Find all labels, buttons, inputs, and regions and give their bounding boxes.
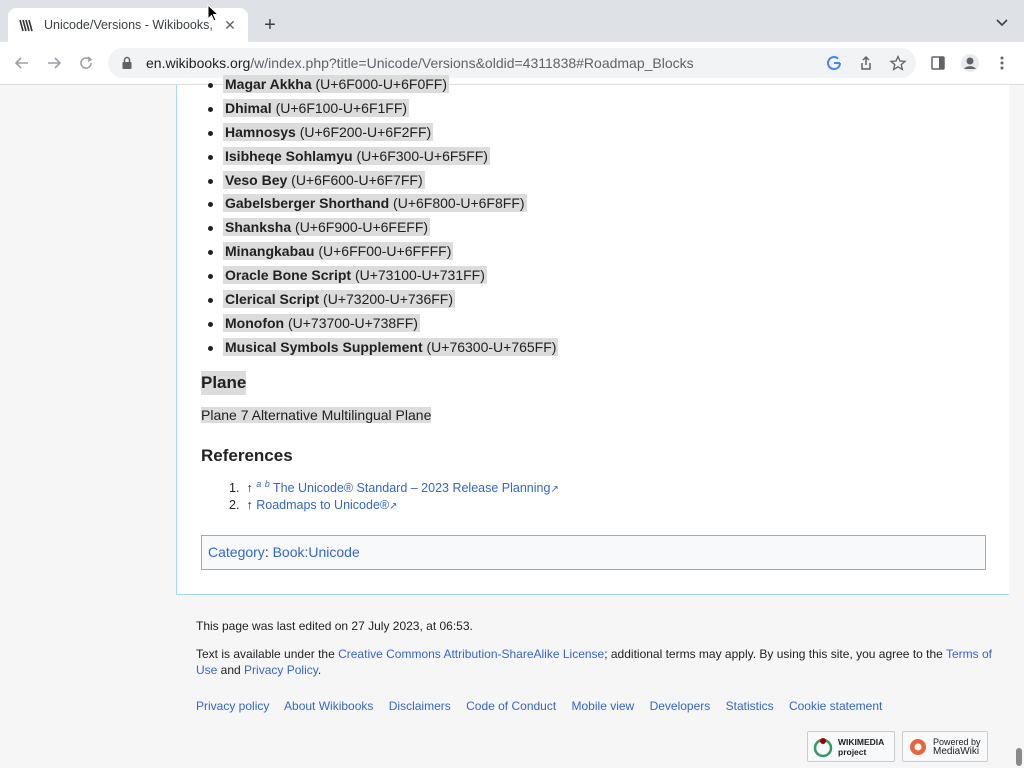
- url-text[interactable]: en.wikibooks.org/w/index.php?title=Unicode/Versions&oldid=4311838#Roadmap_Blocks: [146, 55, 694, 71]
- references-heading: References: [201, 446, 293, 465]
- list-item: Musical Symbols Supplement (U+76300-U+765FF): [201, 336, 558, 360]
- reference-item: 2. ↑ Roadmaps to Unicode®↗: [229, 498, 398, 512]
- category-link[interactable]: Book:Unicode: [272, 544, 360, 560]
- footer-link-privacy-policy[interactable]: Privacy policy: [196, 699, 270, 713]
- wikimedia-project-badge[interactable]: WIKIMEDIA project: [807, 731, 895, 762]
- list-item: Dhimal (U+6F100-U+6F1FF): [201, 97, 558, 121]
- powered-by-mediawiki-badge[interactable]: Powered by MediaWiki: [902, 731, 988, 762]
- vertical-scrollbar-thumb[interactable]: [1016, 748, 1022, 766]
- list-item: Magar Akkha (U+6F000-U+6F0FF): [201, 73, 558, 97]
- footer-link-mobile-view[interactable]: Mobile view: [571, 699, 635, 713]
- reference-link[interactable]: Roadmaps to Unicode®: [256, 498, 390, 512]
- roadmap-blocks-list: [201, 73, 558, 360]
- backlink-a[interactable]: a: [256, 479, 262, 489]
- references-list: [229, 474, 559, 516]
- backlink-arrow[interactable]: ↑: [246, 481, 253, 496]
- mouse-cursor-icon: [207, 4, 221, 24]
- list-item: Shanksha (U+6F900-U+6FEFF): [201, 216, 558, 240]
- list-item: Monofon (U+73700-U+738FF): [201, 312, 558, 336]
- article-content: [176, 76, 1009, 595]
- plane-heading: Plane: [201, 371, 246, 395]
- license-link[interactable]: Creative Commons Attribution-ShareAlike License: [338, 647, 605, 661]
- tab-close-icon[interactable]: ✕: [224, 16, 236, 33]
- list-item: Gabelsberger Shorthand (U+6F800-U+6F8FF): [201, 192, 558, 216]
- google-icon[interactable]: [826, 55, 842, 71]
- license-text: Text is available under the Creative Commons Attribution-ShareAlike License; additional terms may apply. By using this site, you agree to the Terms of Use and Privacy Policy.: [196, 647, 992, 677]
- external-link-icon: ↗: [550, 484, 559, 496]
- list-item: Oracle Bone Script (U+73100-U+731FF): [201, 264, 558, 288]
- page-footer: [196, 618, 996, 690]
- tab-strip: [0, 0, 1024, 42]
- plane-text: Plane 7 Alternative Multilingual Plane: [201, 407, 432, 423]
- external-link-icon: ↗: [389, 501, 398, 512]
- reference-link[interactable]: The Unicode® Standard – 2023 Release Planning: [272, 481, 551, 496]
- wikimedia-logo-icon: [812, 736, 834, 758]
- web-page: [0, 76, 1024, 768]
- new-tab-icon[interactable]: +: [264, 13, 276, 36]
- lock-icon[interactable]: [120, 56, 134, 70]
- list-item: Hamnosys (U+6F200-U+6F2FF): [201, 121, 558, 145]
- footer-link-disclaimers[interactable]: Disclaimers: [388, 699, 451, 713]
- footer-link-cookie-statement[interactable]: Cookie statement: [788, 699, 883, 713]
- list-item: Minangkabau (U+6FF00-U+6FFFF): [201, 240, 558, 264]
- back-icon[interactable]: [10, 51, 34, 75]
- footer-link-statistics[interactable]: Statistics: [725, 699, 774, 713]
- share-icon[interactable]: [858, 55, 874, 71]
- mediawiki-logo-icon: [907, 736, 929, 758]
- bookmark-star-icon[interactable]: [890, 55, 906, 71]
- menu-kebab-icon[interactable]: [990, 51, 1014, 75]
- footer-link-about[interactable]: About Wikibooks: [284, 699, 374, 713]
- category-label-link[interactable]: Category: [208, 544, 265, 560]
- footer-link-code-of-conduct[interactable]: Code of Conduct: [466, 699, 557, 713]
- terms-of-use-link[interactable]: Terms of Use: [196, 647, 992, 677]
- privacy-policy-link[interactable]: Privacy Policy: [244, 663, 318, 677]
- forward-icon[interactable]: [42, 51, 66, 75]
- tab-search-chevron-icon[interactable]: [994, 14, 1010, 30]
- side-panel-icon[interactable]: [926, 51, 950, 75]
- reload-icon[interactable]: [74, 51, 98, 75]
- reference-item: 1. ↑ $^a$ $^b$ The Unicode® Standard – 2023 Release Planning↗: [229, 479, 559, 496]
- tab-title: Unicode/Versions - Wikibooks,: [44, 18, 213, 32]
- wikibooks-favicon-icon: [18, 17, 34, 33]
- footer-links: [196, 699, 894, 713]
- list-item: Veso Bey (U+6F600-U+6F7FF): [201, 169, 558, 193]
- last-edited-text: This page was last edited on 27 July 2023, at 06:53.: [196, 619, 473, 633]
- backlink-arrow[interactable]: ↑: [246, 498, 253, 512]
- list-item: Isibheqe Sohlamyu (U+6F300-U+6F5FF): [201, 145, 558, 169]
- backlink-b[interactable]: b: [264, 479, 270, 489]
- footer-link-developers[interactable]: Developers: [649, 699, 711, 713]
- list-item: Clerical Script (U+73200-U+736FF): [201, 288, 558, 312]
- category-box: Category: Book:Unicode: [201, 535, 986, 570]
- profile-avatar-icon[interactable]: [958, 51, 982, 75]
